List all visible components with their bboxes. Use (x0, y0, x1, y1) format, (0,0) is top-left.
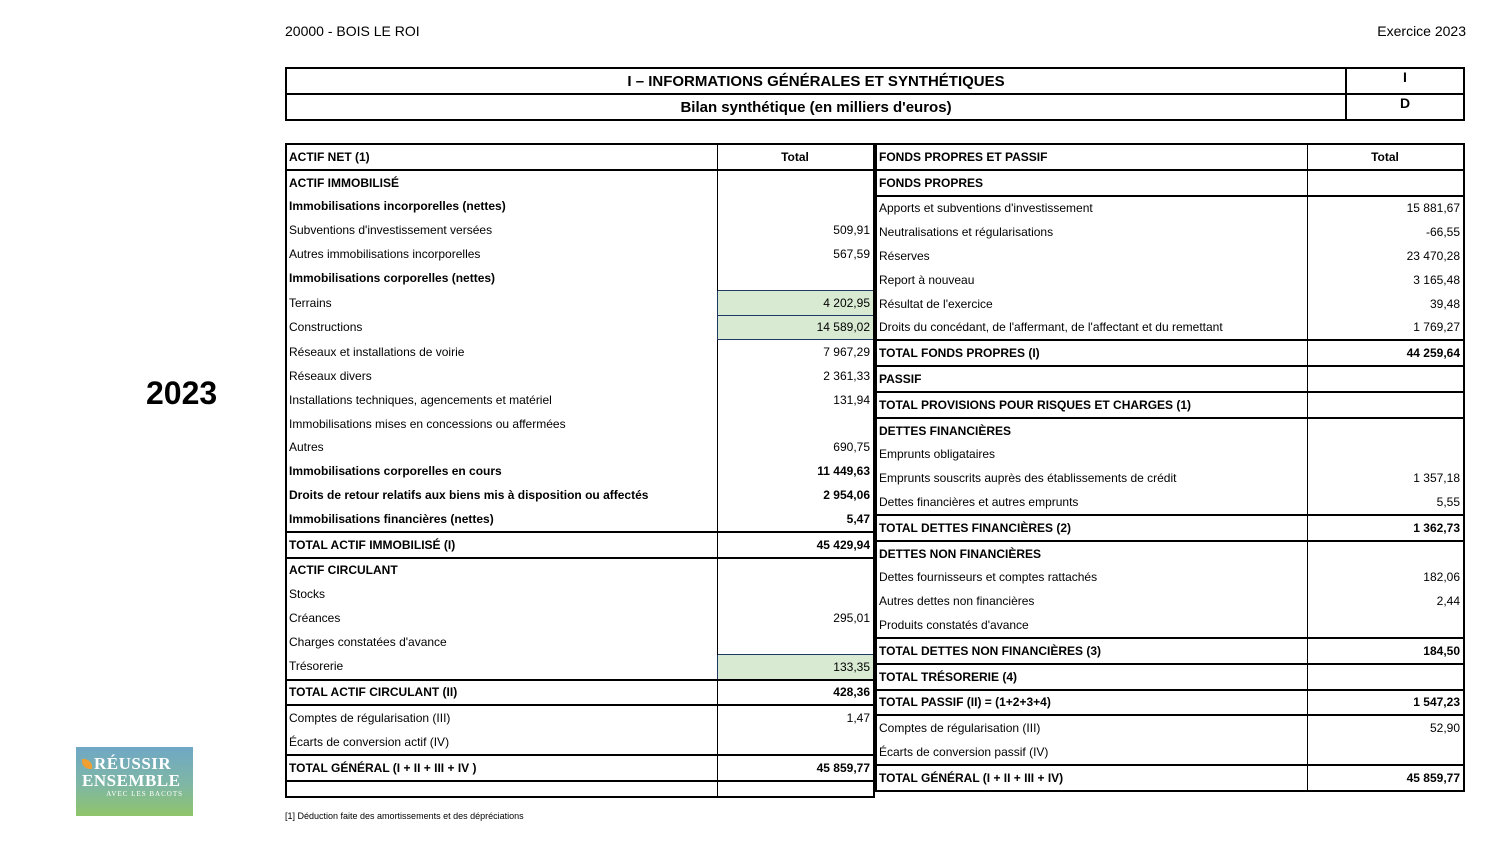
passif-row-label: Emprunts souscrits auprès des établissements de crédit (879, 471, 1177, 486)
actif-row-value: 690,75 (718, 436, 875, 460)
passif-total-label: TOTAL DETTES FINANCIÈRES (2) (876, 515, 1308, 541)
actif-row-value (718, 266, 875, 290)
actif-row-value (718, 195, 875, 219)
actif-row-label: Réseaux et installations de voirie (289, 345, 465, 360)
actif-row-value: 133,35 (718, 654, 875, 679)
actif-row-label: Installations techniques, agencements et matériel (289, 392, 552, 407)
actif-row-label: Terrains (289, 295, 332, 310)
actif-row-label: Comptes de régularisation (III) (286, 705, 718, 730)
leaf-icon (82, 759, 92, 769)
actif-total-value: 428,36 (718, 680, 875, 706)
actif-row-value (718, 412, 875, 436)
passif-total-value (1308, 664, 1465, 690)
actif-row-label: Réseaux divers (289, 369, 372, 384)
actif-row-value: 7 967,29 (718, 340, 875, 364)
section-title: I – INFORMATIONS GÉNÉRALES ET SYNTHÉTIQUES (286, 68, 1346, 94)
passif-row-value (1308, 443, 1465, 467)
passif-row-value: 52,90 (1308, 715, 1465, 740)
passif-row-value: 2,44 (1308, 589, 1465, 613)
passif-row-label: Dettes financières et autres emprunts (879, 495, 1079, 510)
actif-row-label: Immobilisations corporelles en cours (289, 464, 502, 479)
actif-total-value: 45 429,94 (718, 532, 875, 558)
entity-name: 20000 - BOIS LE ROI (285, 23, 420, 39)
passif-row-value (1308, 541, 1465, 566)
passif-total-label: TOTAL TRÉSORERIE (4) (876, 664, 1308, 690)
actif-row-label: Immobilisations corporelles (nettes) (289, 271, 496, 286)
passif-row-value: 15 881,67 (1308, 196, 1465, 221)
passif-row-value (1308, 740, 1465, 765)
actif-row-value (718, 582, 875, 606)
actif-row-value: 4 202,95 (718, 290, 875, 315)
passif-row-value (1308, 613, 1465, 638)
passif-row-label: Autres dettes non financières (879, 594, 1035, 609)
actif-row-label: Trésorerie (289, 659, 344, 674)
actif-row-value (718, 170, 875, 195)
passif-row-value (1308, 170, 1465, 196)
passif-row-label: Produits constatés d'avance (879, 618, 1029, 633)
footnote: [1] Déduction faite des amortissements et des dépréciations (285, 811, 524, 821)
passif-row-label: Écarts de conversion passif (IV) (879, 745, 1049, 760)
actif-row-value: 2 954,06 (718, 483, 875, 507)
actif-row-label: Immobilisations mises en concessions ou affermées (289, 416, 566, 431)
year-label: 2023 (146, 375, 218, 411)
actif-row-label: Créances (289, 611, 341, 626)
passif-total-value: 44 259,64 (1308, 340, 1465, 366)
actif-row-value: 509,91 (718, 218, 875, 242)
subtitle-code: D (1346, 94, 1464, 120)
section-subtitle: Bilan synthétique (en milliers d'euros) (286, 94, 1346, 120)
actif-grand-total-label: TOTAL GÉNÉRAL (I + II + III + IV ) (286, 755, 718, 781)
actif-row-label: Charges constatées d'avance (289, 635, 447, 650)
passif-row-label: Neutralisations et régularisations (879, 225, 1054, 240)
section-header (285, 67, 1465, 121)
passif-column-total: Total (1308, 144, 1465, 170)
actif-row-value: 131,94 (718, 388, 875, 412)
passif-row-value (1308, 418, 1465, 443)
actif-blank-row (286, 781, 718, 797)
actif-row-label: Droits de retour relatifs aux biens mis à disposition ou affectés (289, 488, 649, 503)
actif-row-value (718, 630, 875, 654)
actif-row-value: 2 361,33 (718, 364, 875, 388)
actif-row-label: Immobilisations incorporelles (nettes) (289, 199, 506, 214)
passif-row-value: 1 769,27 (1308, 316, 1465, 341)
actif-row-label: Autres immobilisations incorporelles (289, 247, 481, 262)
actif-row-label: Écarts de conversion actif (IV) (289, 735, 450, 750)
actif-row-value: 5,47 (718, 507, 875, 532)
actif-row-value: 14 589,02 (718, 315, 875, 340)
actif-row-value: 11 449,63 (718, 459, 875, 483)
actif-blank-cell (718, 781, 875, 797)
passif-total-value: 184,50 (1308, 638, 1465, 664)
actif-grand-total-value: 45 859,77 (718, 755, 875, 781)
passif-row-label: Dettes fournisseurs et comptes rattachés (879, 570, 1098, 585)
passif-total-value (1308, 392, 1465, 418)
passif-total-value: 1 362,73 (1308, 515, 1465, 541)
actif-row-value (718, 558, 875, 583)
actif-column-label: ACTIF NET (1) (286, 144, 718, 170)
actif-row-label: Autres (289, 440, 324, 455)
passif-row-value (1308, 366, 1465, 392)
passif-row-label: Réserves (879, 249, 930, 264)
passif-row-label: Comptes de régularisation (III) (876, 715, 1308, 740)
passif-table (875, 143, 1465, 792)
actif-row-label: Subventions d'investissement versées (289, 223, 493, 238)
passif-row-value: 1 357,18 (1308, 466, 1465, 490)
actif-row-value (718, 730, 875, 755)
passif-row-label: DETTES NON FINANCIÈRES (876, 541, 1308, 566)
passif-row-label: FONDS PROPRES (879, 175, 984, 190)
passif-total-value: 1 547,23 (1308, 690, 1465, 716)
section-code: I (1346, 68, 1464, 94)
passif-row-label: DETTES FINANCIÈRES (876, 418, 1308, 443)
actif-row-label: ACTIF IMMOBILISÉ (289, 175, 399, 190)
actif-row-label: ACTIF CIRCULANT (286, 558, 718, 583)
actif-column-total: Total (718, 144, 875, 170)
passif-row-value: 5,55 (1308, 490, 1465, 515)
actif-row-value: 1,47 (718, 705, 875, 730)
passif-row-label: Apports et subventions d'investissement (876, 196, 1308, 221)
passif-column-label: FONDS PROPRES ET PASSIF (876, 144, 1308, 170)
actif-table (285, 143, 875, 798)
passif-row-label: Emprunts obligataires (879, 447, 996, 462)
passif-row-label: Résultat de l'exercice (879, 296, 993, 311)
actif-row-value: 567,59 (718, 242, 875, 266)
passif-total-label: TOTAL PROVISIONS POUR RISQUES ET CHARGES (1) (876, 392, 1308, 418)
passif-row-value: -66,55 (1308, 220, 1465, 244)
actif-row-label: Stocks (289, 587, 326, 602)
passif-row-value: 182,06 (1308, 566, 1465, 590)
exercise-year: Exercice 2023 (1377, 23, 1466, 39)
actif-row-label: Constructions (289, 320, 363, 335)
passif-row-value: 39,48 (1308, 292, 1465, 316)
passif-row-label: PASSIF (876, 366, 1308, 392)
passif-grand-total-label: TOTAL GÉNÉRAL (I + II + III + IV) (876, 765, 1308, 791)
passif-row-value: 3 165,48 (1308, 268, 1465, 292)
passif-total-label: TOTAL DETTES NON FINANCIÈRES (3) (876, 638, 1308, 664)
passif-row-label: Droits du concédant, de l'affermant, de l'affectant et du remettant (879, 320, 1223, 335)
actif-total-label: TOTAL ACTIF IMMOBILISÉ (I) (286, 532, 718, 558)
passif-grand-total-value: 45 859,77 (1308, 765, 1465, 791)
reussir-ensemble-logo: RÉUSSIR ENSEMBLE AVEC LES BACOTS (76, 747, 193, 816)
passif-total-label: TOTAL PASSIF (II) = (1+2+3+4) (876, 690, 1308, 716)
actif-row-value: 295,01 (718, 606, 875, 630)
passif-row-label: Report à nouveau (879, 272, 975, 287)
passif-total-label: TOTAL FONDS PROPRES (I) (876, 340, 1308, 366)
actif-row-label: Immobilisations financières (nettes) (289, 511, 494, 526)
actif-total-label: TOTAL ACTIF CIRCULANT (II) (286, 680, 718, 706)
passif-row-value: 23 470,28 (1308, 244, 1465, 268)
